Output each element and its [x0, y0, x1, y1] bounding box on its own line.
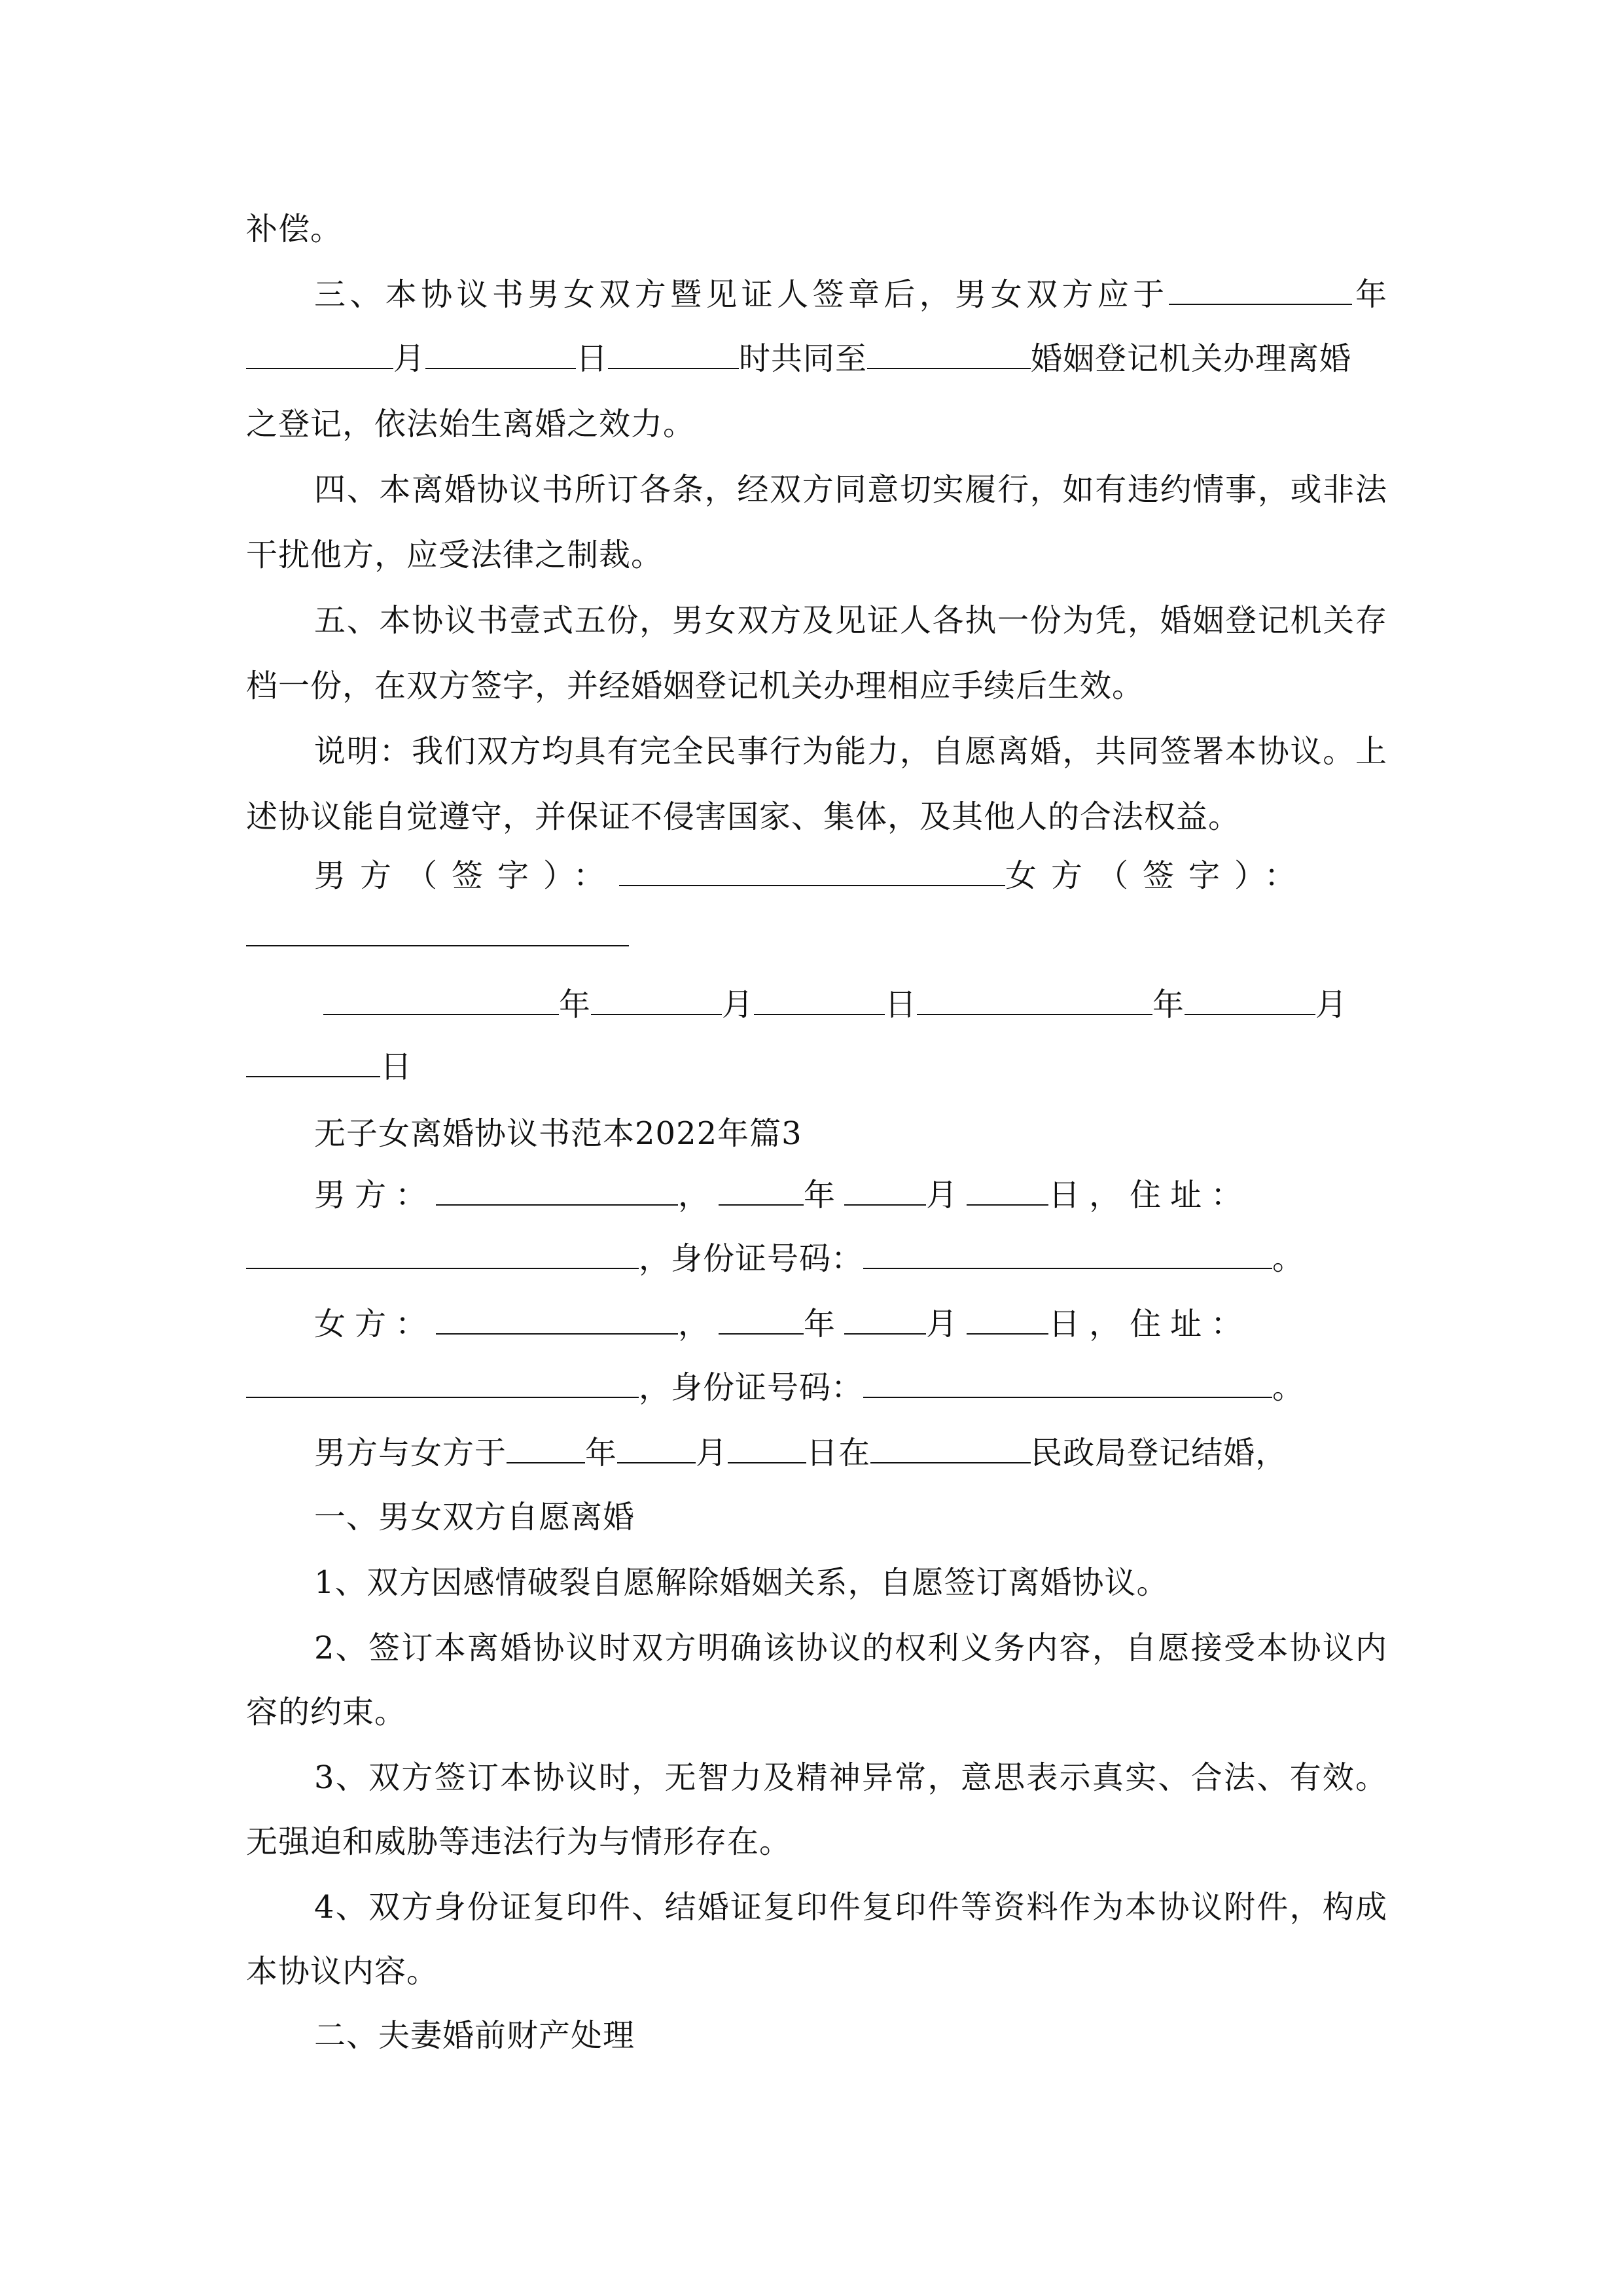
male-address-blank[interactable]: [246, 1239, 639, 1269]
section-title: 无子女离婚协议书范本2022年篇3: [314, 1115, 802, 1152]
day-label: 日: [576, 340, 609, 377]
male-info-line: [314, 1175, 1387, 1215]
month-blank[interactable]: [246, 339, 393, 369]
year-label: 年: [559, 986, 592, 1023]
marriage-year-blank[interactable]: [507, 1433, 585, 1463]
day-blank[interactable]: [425, 339, 576, 369]
item-4-line-1: 4、双方身份证复印件、结婚证复印件复印件等资料作为本协议附件，构成: [314, 1889, 1387, 1926]
month-label: 月: [926, 1306, 967, 1342]
clause-four-line-1: 四、本离婚协议书所订各条，经双方同意切实履行，如有违约情事，或非法: [314, 471, 1387, 508]
female-year-blank[interactable]: [917, 985, 1152, 1015]
address-label: 日，住址：: [1048, 1177, 1252, 1213]
female-signature-label: 女方（签字）：: [1005, 857, 1311, 894]
hour-blank[interactable]: [608, 339, 739, 369]
period: 。: [1272, 1240, 1305, 1277]
female-id-blank[interactable]: [863, 1368, 1272, 1398]
paragraph-line: 本协议内容。: [246, 1953, 439, 1990]
male-month-blank[interactable]: [591, 985, 722, 1015]
female-id-line: [246, 1368, 1387, 1407]
female-month-blank[interactable]: [1185, 985, 1315, 1015]
address-label: 日，住址：: [1048, 1306, 1252, 1342]
section-heading-two: 二、夫妻婚前财产处理: [314, 2017, 635, 2054]
female-address-blank[interactable]: [246, 1368, 639, 1398]
signature-date-line-2: [246, 1047, 1387, 1086]
male-label: 男方：: [314, 1177, 437, 1213]
female-label: 女方：: [314, 1306, 437, 1342]
signature-line: [314, 856, 1387, 895]
day-label: 日在: [806, 1435, 871, 1471]
clause-five-line-1: 五、本协议书壹式五份，男女双方及见证人各执一份为凭，婚姻登记机关存: [314, 602, 1387, 639]
paragraph-line: 档一份，在双方签字，并经婚姻登记机关办理相应手续后生效。: [246, 668, 1145, 704]
registration-text: 民政局登记结婚，: [1031, 1435, 1288, 1471]
marriage-month-blank[interactable]: [617, 1433, 696, 1463]
female-birth-month-blank[interactable]: [844, 1304, 926, 1335]
id-number-label: ，身份证号码：: [639, 1240, 864, 1277]
month-label: 月: [696, 1435, 728, 1471]
paragraph-line: 之登记，依法始生离婚之效力。: [246, 406, 696, 442]
female-birth-day-blank[interactable]: [967, 1304, 1048, 1335]
paragraph-line: 容的约束。: [246, 1694, 407, 1731]
period: 。: [1272, 1369, 1305, 1406]
clause-text: 三、本协议书男女双方暨见证人签章后，男女双方应于: [314, 276, 1169, 313]
day-label: 日: [380, 1049, 413, 1085]
year-blank[interactable]: [1169, 275, 1352, 305]
clause-three-line-1: [314, 275, 1387, 314]
female-name-blank[interactable]: [436, 1304, 678, 1335]
id-number-label: ，身份证号码：: [639, 1369, 864, 1406]
section-heading-one: 一、男女双方自愿离婚: [314, 1499, 635, 1535]
female-signature-line: [246, 916, 1387, 956]
male-birth-month-blank[interactable]: [844, 1175, 926, 1206]
year-label: 年: [804, 1177, 845, 1213]
marriage-registration-line: [314, 1433, 1387, 1473]
male-birth-day-blank[interactable]: [967, 1175, 1048, 1206]
clause-text: 时共同至: [739, 340, 868, 377]
registry-blank[interactable]: [867, 339, 1031, 369]
item-3-line-1: 3、双方签订本协议时，无智力及精神异常，意思表示真实、合法、有效。: [314, 1759, 1387, 1796]
paragraph-line: 干扰他方，应受法律之制裁。: [246, 537, 664, 573]
male-birth-year-blank[interactable]: [719, 1175, 804, 1206]
clause-three-line-2: [246, 339, 1387, 378]
registration-text: 男方与女方于: [314, 1435, 507, 1471]
bureau-blank[interactable]: [870, 1433, 1031, 1463]
male-signature-label: 男方（签字）：: [314, 857, 620, 894]
male-id-blank[interactable]: [863, 1239, 1272, 1269]
day-label: 日: [885, 986, 918, 1023]
month-label: 月: [393, 340, 426, 377]
year-label: 年: [1351, 276, 1387, 313]
marriage-day-blank[interactable]: [728, 1433, 806, 1463]
year-label: 年: [1152, 986, 1185, 1023]
paragraph-line: 补偿。: [246, 211, 343, 247]
comma: ，: [678, 1177, 719, 1213]
male-year-blank[interactable]: [323, 985, 559, 1015]
month-label: 月: [926, 1177, 967, 1213]
female-birth-year-blank[interactable]: [719, 1304, 804, 1335]
female-info-line: [314, 1304, 1387, 1344]
comma: ，: [678, 1306, 719, 1342]
year-label: 年: [804, 1306, 845, 1342]
female-signature-blank[interactable]: [246, 916, 629, 946]
item-1: 1、双方因感情破裂自愿解除婚姻关系，自愿签订离婚协议。: [314, 1564, 1169, 1601]
male-id-line: [246, 1239, 1387, 1278]
month-label: 月: [722, 986, 755, 1023]
male-day-blank[interactable]: [754, 985, 885, 1015]
paragraph-line: 无强迫和威胁等违法行为与情形存在。: [246, 1823, 792, 1860]
signature-date-line: [246, 985, 1387, 1024]
year-label: 年: [585, 1435, 618, 1471]
note-line-1: 说明：我们双方均具有完全民事行为能力，自愿离婚，共同签署本协议。上: [314, 733, 1387, 770]
paragraph-line: 述协议能自觉遵守，并保证不侵害国家、集体，及其他人的合法权益。: [246, 798, 1241, 835]
item-2-line-1: 2、签订本离婚协议时双方明确该协议的权利义务内容，自愿接受本协议内: [314, 1630, 1387, 1666]
male-name-blank[interactable]: [436, 1175, 678, 1206]
clause-text: 婚姻登记机关办理离婚: [1031, 340, 1352, 377]
male-signature-blank[interactable]: [619, 856, 1005, 886]
month-label: 月: [1315, 986, 1348, 1023]
female-day-blank[interactable]: [246, 1047, 380, 1077]
